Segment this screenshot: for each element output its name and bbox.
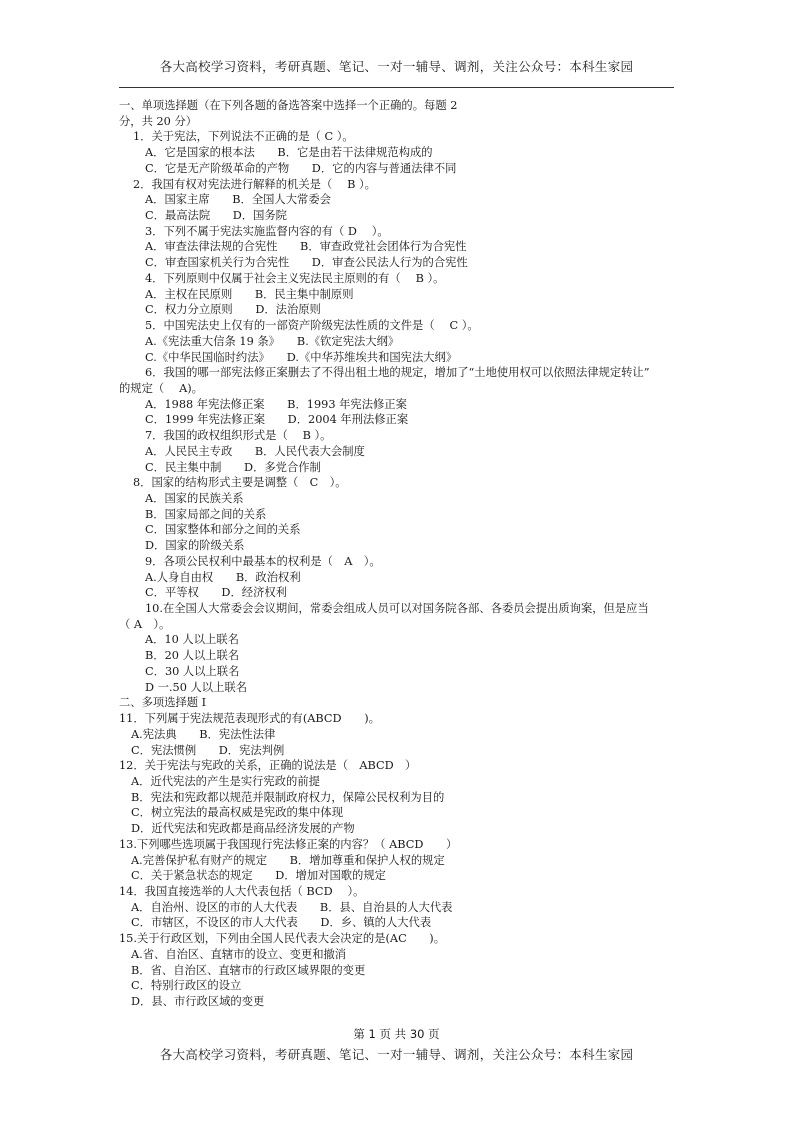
document-line: 一、单项选择题（在下列各题的备选答案中选择一个正确的。每题 2 xyxy=(119,99,458,112)
document-line: 3．下列不属于宪法实施监督内容的有（ D ）。 xyxy=(145,224,389,238)
document-line: C．平等权 D．经济权利 xyxy=(145,586,287,600)
document-line: C．30 人以上联名 xyxy=(145,664,240,678)
document-line: 6．我国的哪一部宪法修正案删去了不得出租土地的规定，增加了“土地使用权可以依照法律规定转让” xyxy=(145,366,650,380)
document-line: 5．中国宪法史上仅有的一部资产阶级宪法性质的文件是（ C ）。 xyxy=(145,319,479,333)
document-line: （ A ）。 xyxy=(119,617,171,631)
document-line: 12．关于宪法与宪政的关系，正确的说法是（ ABCD ） xyxy=(119,759,417,773)
document-line: A．国家主席 B．全国人大常委会 xyxy=(145,193,331,207)
document-line: 1．关于宪法，下列说法不正确的是（ C ）。 xyxy=(133,130,354,144)
document-line: 2．我国有权对宪法进行解释的机关是（ B ）。 xyxy=(133,177,376,191)
document-line: 的规定（ A)。 xyxy=(119,381,203,395)
document-line: A.《宪法重大信条 19 条》 B.《钦定宪法大纲》 xyxy=(145,334,400,348)
document-line: B．省、自治区、直辖市的行政区域界限的变更 xyxy=(131,963,366,977)
document-line: 7．我国的政权组织形式是（ B ）。 xyxy=(145,429,332,443)
document-line: C．市辖区，不设区的市人大代表 D．乡、镇的人大代表 xyxy=(131,916,432,930)
document-line: 4．下列原则中仅属于社会主义宪法民主原则的有（ B ）。 xyxy=(145,271,445,285)
document-line: A．审查法律法规的合宪性 B．审查政党社会团体行为合宪性 xyxy=(145,240,467,254)
document-line: 8．国家的结构形式主要是调整（ C ）。 xyxy=(133,476,347,490)
document-line: 9．各项公民权利中最基本的权利是（ A ）。 xyxy=(145,554,381,568)
document-line: 14．我国直接选举的人大代表包括（ BCD ）。 xyxy=(119,885,365,898)
document-line: A．它是国家的根本法 B．它是由若干法律规范构成的 xyxy=(145,146,433,160)
document-line: A．国家的民族关系 xyxy=(145,492,244,505)
document-line: A．主权在民原则 B．民主集中制原则 xyxy=(145,287,354,301)
page-number: 第 1 页 共 30 页 xyxy=(353,1027,440,1041)
document-line: C．宪法惯例 D．宪法判例 xyxy=(131,743,285,757)
document-line: A．人民民主专政 B．人民代表大会制度 xyxy=(145,444,365,458)
document-line: C．1999 年宪法修正案 D．2004 年刑法修正案 xyxy=(145,413,409,427)
document-line: D．近代宪法和宪政都是商品经济发展的产物 xyxy=(131,822,355,836)
document-line: C．权力分立原则 D．法治原则 xyxy=(145,303,321,317)
document-line: C．特别行政区的设立 xyxy=(131,979,242,993)
document-line: B．宪法和宪政都以规范并限制政府权力，保障公民权利为目的 xyxy=(131,790,445,804)
document-line: A．1988 年宪法修正案 B．1993 年宪法修正案 xyxy=(145,397,407,411)
document-line: 10.在全国人大常委会会议期间，常委会组成人员可以对国务院各部、各委员会提出质询案，但是应当 xyxy=(145,602,649,616)
document-line: D 一.50 人以上联名 xyxy=(145,680,247,694)
document-line: A.省、自治区、直辖市的设立、变更和撤消 xyxy=(131,947,347,961)
document-line: 15.关于行政区划，下列由全国人民代表大会决定的是(AC )。 xyxy=(119,932,446,946)
document-line: B．国家局部之间的关系 xyxy=(145,507,267,521)
document-line: C．国家整体和部分之间的关系 xyxy=(145,523,301,537)
document-line: D．国家的阶级关系 xyxy=(145,539,245,553)
header-divider xyxy=(119,87,674,88)
document-line: C．树立宪法的最高权威是宪政的集中体现 xyxy=(131,806,343,820)
page-header: 各大高校学习资料，考研真题、笔记、一对一辅导、调剂，关注公众号：本科生家园 xyxy=(159,59,634,74)
document-line: A．自治州、设区的市的人大代表 B．县、自治县的人大代表 xyxy=(131,900,453,914)
document-line: C．最高法院 D．国务院 xyxy=(145,209,287,223)
document-line: 二、多项选择题 I xyxy=(119,696,207,710)
document-line: 11．下列属于宪法规范表现形式的有(ABCD )。 xyxy=(119,712,380,726)
document-line: A.完善保护私有财产的规定 B．增加尊重和保护人权的规定 xyxy=(131,853,445,867)
document-line: D．县、市行政区域的变更 xyxy=(131,995,265,1009)
document-line: A.人身自由权 B．政治权利 xyxy=(145,570,301,584)
document-line: C．关于紧急状态的规定 D．增加对国歌的规定 xyxy=(131,869,386,883)
document-line: B．20 人以上联名 xyxy=(145,649,240,663)
document-line: C．民主集中制 D．多党合作制 xyxy=(145,460,321,474)
document-line: 分，共 20 分） xyxy=(119,114,198,128)
document-line: A．10 人以上联名 xyxy=(145,633,239,647)
document-line: C.《中华民国临时约法》 D.《中华苏维埃共和国宪法大纲》 xyxy=(145,350,458,364)
page-footer: 各大高校学习资料，考研真题、笔记、一对一辅导、调剂，关注公众号：本科生家园 xyxy=(159,1047,634,1062)
document-line: A．近代宪法的产生是实行宪政的前提 xyxy=(131,774,320,788)
document-line: A.宪法典 B．宪法性法律 xyxy=(131,727,276,741)
document-line: C．审查国家机关行为合宪性 D．审查公民法人行为的合宪性 xyxy=(145,256,468,270)
document-line: C．它是无产阶级革命的产物 D．它的内容与普通法律不同 xyxy=(145,161,457,175)
document-line: 13.下列哪些选项属于我国现行宪法修正案的内容？（ ABCD ） xyxy=(119,837,458,851)
